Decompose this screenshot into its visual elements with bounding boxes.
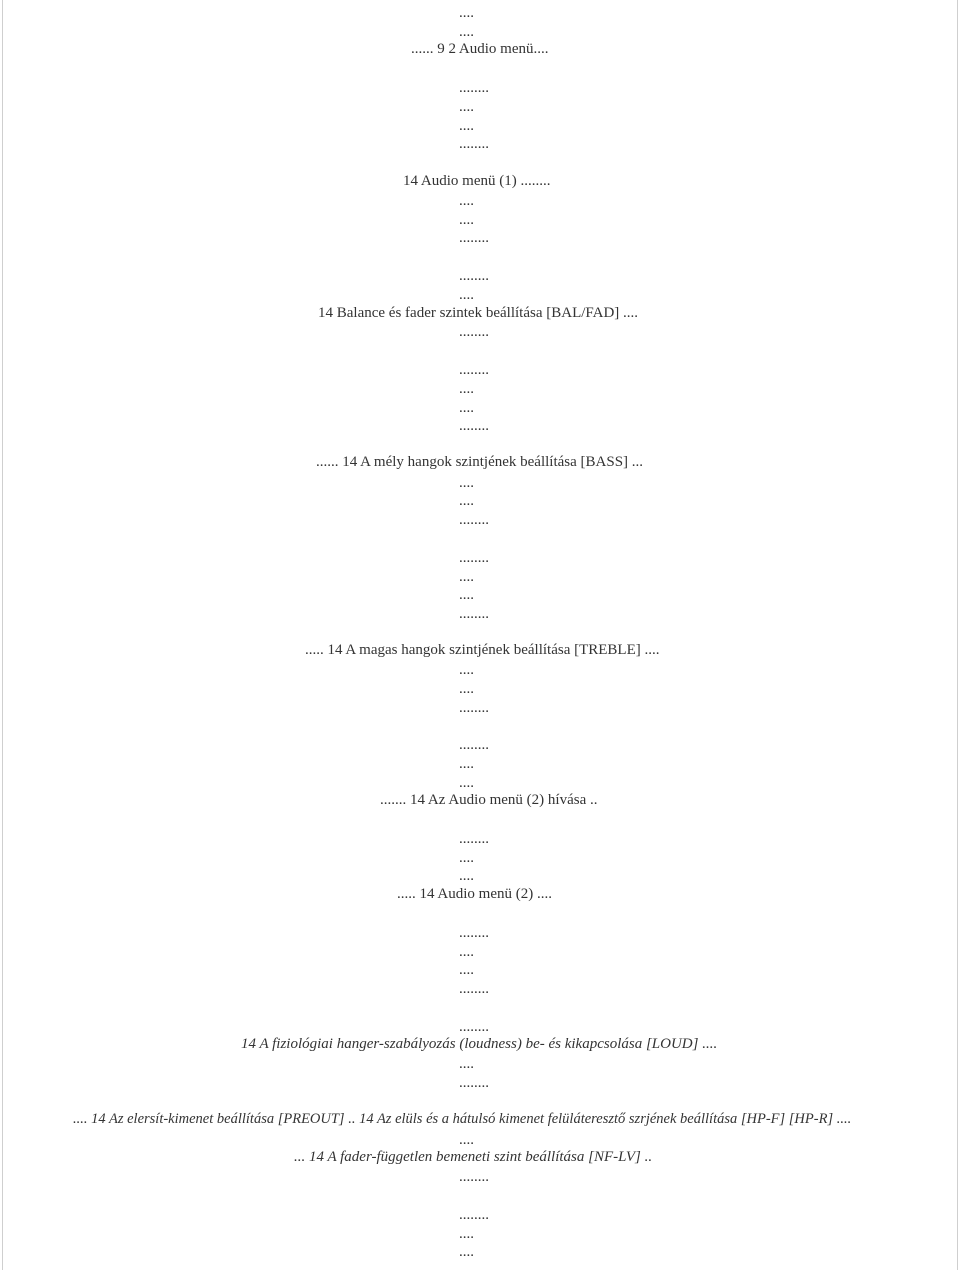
toc-entry-balance-fader[interactable]: 14 Balance és fader szintek beállítása [BAL/FAD] .... [318, 305, 639, 321]
toc-line: .... [459, 5, 474, 21]
toc-line: .... [459, 287, 474, 303]
toc-line: .... [459, 118, 474, 134]
toc-line: .... [459, 756, 474, 772]
toc-line: ........ [459, 606, 489, 622]
toc-line: .... [459, 1244, 474, 1260]
toc-line: ........ [459, 512, 489, 528]
toc-line: .... [459, 193, 474, 209]
toc-line: ........ [459, 136, 489, 152]
toc-line: ........ [459, 925, 489, 941]
toc-line: ........ [459, 737, 489, 753]
toc-line: ........ [459, 831, 489, 847]
toc-line: ........ [459, 1075, 489, 1091]
toc-line: ........ [459, 230, 489, 246]
toc-line: .... [459, 944, 474, 960]
toc-line: .... [459, 1132, 474, 1148]
toc-line: .... [459, 962, 474, 978]
toc-line: ........ [459, 418, 489, 434]
toc-entry-nf-lv[interactable]: ... 14 A fader-független bemeneti szint beállítása [NF-LV] .. [294, 1149, 653, 1165]
toc-line: ........ [459, 324, 489, 340]
toc-line: ........ [459, 550, 489, 566]
toc-entry-audio-menu-2[interactable]: ..... 14 Audio menü (2) .... [397, 886, 552, 902]
toc-line: ........ [459, 1207, 489, 1223]
toc-entry-treble[interactable]: ..... 14 A magas hangok szintjének beállítása [TREBLE] .... [305, 642, 660, 658]
toc-line: .... [459, 569, 474, 585]
toc-line: ........ [459, 981, 489, 997]
toc-entry-audio-menu-1[interactable]: 14 Audio menü (1) ........ [403, 173, 551, 189]
toc-line: .... [459, 850, 474, 866]
toc-entry-loudness[interactable]: 14 A fiziológiai hanger-szabályozás (loudness) be- és kikapcsolása [LOUD] .... [241, 1036, 718, 1052]
toc-line: .... [459, 212, 474, 228]
toc-line: .... [459, 1056, 474, 1072]
toc-line: .... [459, 587, 474, 603]
toc-line: ........ [459, 80, 489, 96]
toc-line: .... [459, 775, 474, 791]
toc-line: .... [459, 99, 474, 115]
toc-line: .... [459, 493, 474, 509]
toc-line: ........ [459, 362, 489, 378]
toc-entry-audio-menu-2-call[interactable]: ....... 14 Az Audio menü (2) hívása .. [380, 792, 598, 808]
toc-entry-audio-menu[interactable]: ...... 9 2 Audio menü.... [411, 41, 549, 57]
toc-line: .... [459, 662, 474, 678]
toc-entry-preout-hpf[interactable]: .... 14 Az elersít-kimenet beállítása [PREOUT] .. 14 Az elüls és a hátulsó kimenet felüláteresztő szrjének beállítása [HP-F] [HP-R] .... [73, 1111, 852, 1127]
toc-entry-bass[interactable]: ...... 14 A mély hangok szintjének beállítása [BASS] ... [316, 454, 644, 470]
toc-line: .... [459, 24, 474, 40]
toc-line: .... [459, 475, 474, 491]
toc-line: ........ [459, 1019, 489, 1035]
toc-line: .... [459, 1226, 474, 1242]
toc-line: ........ [459, 700, 489, 716]
toc-line: .... [459, 868, 474, 884]
toc-line: .... [459, 400, 474, 416]
toc-line: .... [459, 381, 474, 397]
toc-line: ........ [459, 268, 489, 284]
toc-line: ........ [459, 1169, 489, 1185]
toc-line: .... [459, 681, 474, 697]
